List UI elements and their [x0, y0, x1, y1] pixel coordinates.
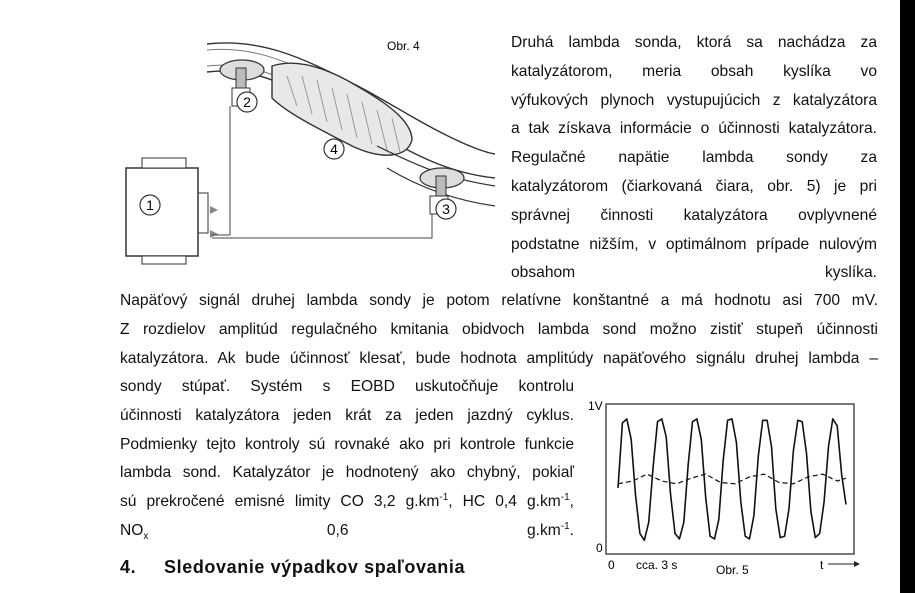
x-axis-label: t	[820, 558, 824, 572]
text-line: katalyzátorom, meria obsah kyslíka vo	[511, 62, 877, 80]
text-line: a tak získava informácie o účinnosti katalyzátora.	[511, 120, 877, 138]
marker-4: 4	[330, 141, 338, 157]
text-line: správnej činnosti katalyzátora ovplyvnené	[511, 206, 877, 224]
text-line: Napäťový signál druhej lambda sondy je potom relatívne konštantné a má hodnotu asi 700 mV.	[120, 292, 878, 309]
text-line: Podmienky tejto kontroly sú rovnaké ako pri kontrole funkcie	[120, 435, 574, 453]
x-axis-arrow-head	[854, 561, 860, 567]
marker-2: 2	[243, 94, 251, 110]
text-line: sondy stúpať. Systém s EOBD uskutočňuje kontrolu	[120, 378, 574, 395]
text-line: výfukových plynoch vystupujúcich z katalyzátora	[511, 91, 877, 109]
text-line-nox: $NO_x$ 0,6 $g.km^{-1}$.	[120, 520, 574, 543]
text-line: Druhá lambda sonda, ktorá sa nachádza za	[511, 34, 877, 51]
y-top-label: 1V	[588, 399, 603, 413]
window-edge-bar	[900, 0, 915, 593]
chart-frame	[606, 404, 854, 554]
section-number: 4.	[120, 557, 137, 577]
text-line-limits: sú prekročené emisné limity CO 3,2 $g.km^{-1}$, HC 0,4 $g.km^{-1}$,	[120, 492, 574, 511]
figure-5-caption: Obr. 5	[716, 563, 749, 577]
text-line: podstatne nižším, v optimálnom prípade nulovým	[511, 235, 877, 253]
marker-3: 3	[442, 201, 450, 217]
text-line: účinnosti katalyzátora jeden krát za jeden jazdný cyklus.	[120, 406, 574, 424]
text-line: Regulačné napätie lambda sondy za	[511, 149, 877, 167]
text-line: Z rozdielov amplitúd regulačného kmitania obidvoch lambda sond možno zistiť stupeň účinnosti	[120, 320, 878, 338]
text-line: obsahom kyslíka.	[511, 264, 877, 282]
text-line: katalyzátora. Ak bude účinnosť klesať, bude hodnota amplitúdy napäťového signálu druhej lambda –	[120, 349, 878, 367]
figure-4-diagram	[112, 28, 497, 278]
paragraph-2	[120, 287, 878, 373]
text-line: katalyzátorom (čiarkovaná čiara, obr. 5) je pri	[511, 177, 877, 195]
figure-4-caption: Obr. 4	[387, 39, 420, 53]
figure-5-chart	[588, 392, 878, 582]
y-bottom-label: 0	[596, 541, 603, 555]
marker-1: 1	[146, 197, 154, 213]
section-title: Sledovanie výpadkov spaľovania	[164, 557, 466, 577]
section-heading	[120, 557, 465, 578]
paragraph-3	[120, 373, 574, 546]
paragraph-1	[511, 29, 877, 288]
x-period-label: cca. 3 s	[636, 558, 678, 572]
text-line: lambda sond. Katalyzátor je hodnotený ako chybný, pokiaľ	[120, 464, 574, 482]
x-zero-label: 0	[608, 558, 615, 572]
